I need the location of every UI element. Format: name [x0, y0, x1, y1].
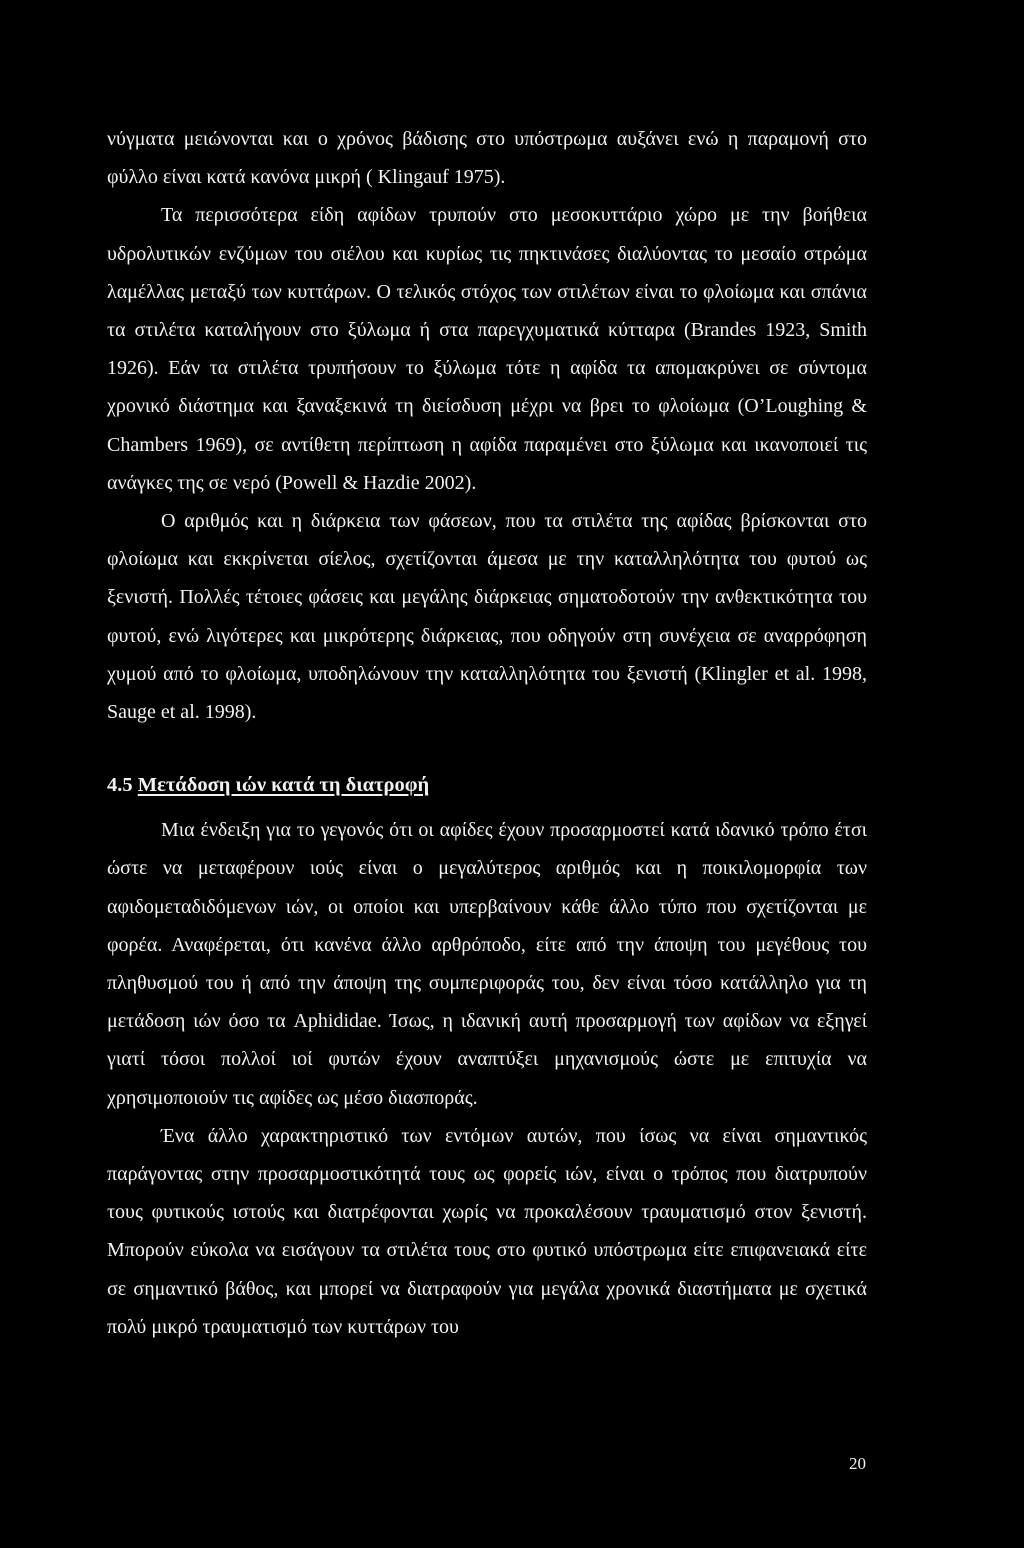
paragraph-stylet-penetration: Τα περισσότερα είδη αφίδων τρυπούν στο μεσοκυττάριο χώρο με την βοήθεια υδρολυτικών ενζύμων του σιέλου και κυρίως τις πηκτινάσες διαλύοντας το μεσαίο στρώμα λαμέλλας μεταξύ των κυττάρων. Ο τελικός στόχος των στιλέτων είναι το φλοίωμα και σπάνια τα στιλέτα καταλήγουν στο ξύλωμα ή στα παρεγχυματικά κύτταρα (Brandes 1923, Smith 1926). Εάν τα στιλέτα τρυπήσουν το ξύλωμα τότε η αφίδα τα απομακρύνει σε σύντομα χρονικό διάστημα και ξαναξεκινά τη διείσδυση μέχρι να βρει το φλοίωμα (O’Loughing & Chambers 1969), σε αντίθετη περίπτωση η αφίδα παραμένει στο ξύλωμα και ικανοποιεί τις ανάγκες της σε νερό (Powell & Hazdie 2002).	[107, 204, 867, 494]
section-heading	[107, 767, 867, 803]
paragraph-phloem-phases: Ο αριθμός και η διάρκεια των φάσεων, που τα στιλέτα της αφίδας βρίσκονται στο φλοίωμα και εκκρίνεται σίελος, σχετίζονται άμεσα με την καταλληλότητα του φυτού ως ξενιστή. Πολλές τέτοιες φάσεις και μεγάλης διάρκειας σηματοδοτούν την ανθεκτικότητα του φυτού, ενώ λιγότερες και μικρότερης διάρκειας, που οδηγούν στη συνέχεια σε αναρρόφηση χυμού από το φλοίωμα, υποδηλώνουν την καταλληλότητα του ξενιστή (Klingler et al. 1998, Sauge et al. 1998).	[107, 510, 867, 724]
paragraph-virus-transmission: Μια ένδειξη για το γεγονός ότι οι αφίδες έχουν προσαρμοστεί κατά ιδανικό τρόπο έτσι ώστε να μεταφέρουν ιούς είναι ο μεγαλύτερος αριθμός και η ποικιλομορφία των αφιδομεταδιδόμενων ιών, οι οποίοι και υπερβαίνουν κάθε άλλο τύπο που σχετίζονται με φορέα. Αναφέρεται, ότι κανένα άλλο αρθρόποδο, είτε από την άποψη του μεγέθους του πληθυσμού του ή από την άποψη της συμπεριφοράς του, δεν είναι τόσο κατάλληλο για τη μετάδοση ιών όσο τα Aphididae. Ίσως, η ιδανική αυτή προσαρμογή των αφίδων να εξηγεί γιατί τόσοι πολλοί ιοί φυτών έχουν αναπτύξει μηχανισμούς ώστε με επιτυχία να χρησιμοποιούν τις αφίδες ως μέσο διασποράς.	[107, 819, 867, 1109]
document-page	[107, 120, 867, 1346]
paragraph-continuation: νύγματα μειώνονται και ο χρόνος βάδισης στο υπόστρωμα αυξάνει ενώ η παραμονή στο φύλλο είναι κατά κανόνα μικρή ( Klingauf 1975).	[107, 128, 867, 189]
section-title: Μετάδοση ιών κατά τη διατροφή	[137, 774, 430, 797]
paragraph-feeding-behavior: Ένα άλλο χαρακτηριστικό των εντόμων αυτών, που ίσως να είναι σημαντικός παράγοντας στην προσαρμοστικότητά τους ως φορείς ιών, είναι ο τρόπος που διατρυπούν τους φυτικούς ιστούς και διατρέφονται χωρίς να προκαλέσουν τραυματισμό στον ξενιστή. Μπορούν εύκολα να εισάγουν τα στιλέτα τους στο φυτικό υπόστρωμα είτε επιφανειακά είτε σε σημαντικό βάθος, και μπορεί να διατραφούν για μεγάλα χρονικά διαστήματα με σχετικά πολύ μικρό τραυματισμό των κυττάρων του	[107, 1124, 867, 1338]
section-number: 4.5	[107, 774, 133, 797]
page-number: 20	[849, 1454, 866, 1473]
